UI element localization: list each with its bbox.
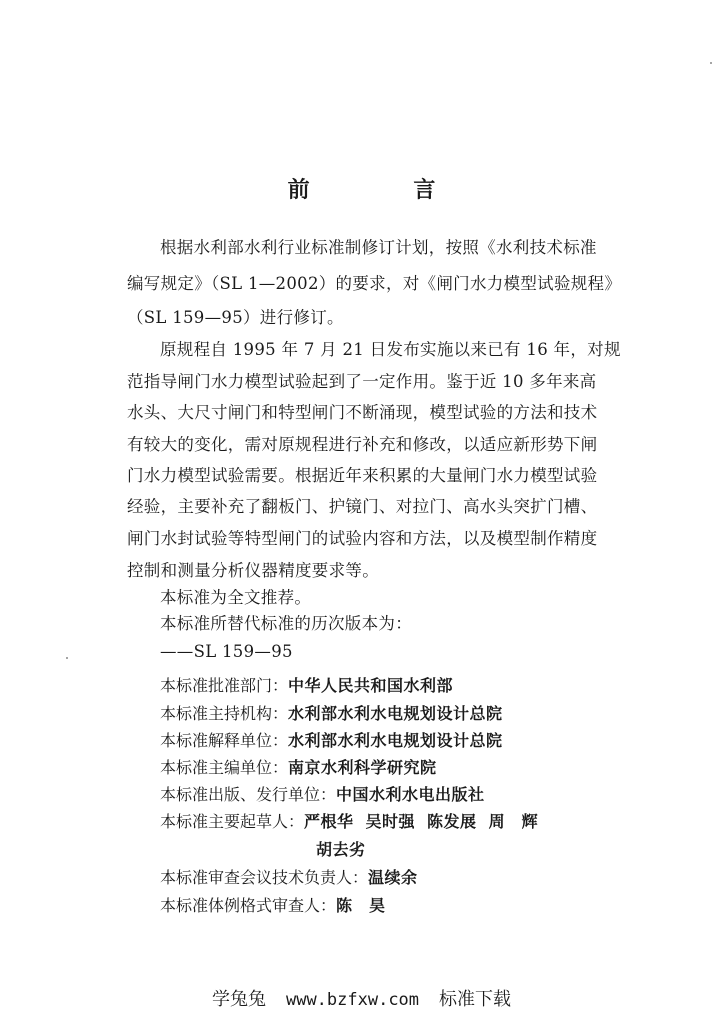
scan-speck (710, 62, 712, 64)
meta-drafters (160, 812, 538, 832)
meta-interpret-value: 水利部水利水电规划设计总院 (288, 731, 503, 750)
paragraph-2-line-3: 水头、大尺寸闸门和特型闸门不断涌现，模型试验的方法和技术 (127, 403, 598, 422)
drafter-name: 胡去劣 (316, 840, 366, 859)
paragraph-1-line-1: 根据水利部水利行业标准制修订计划，按照《水利技术标准 (160, 238, 597, 257)
footer-download-label: 标准下载 (439, 989, 512, 1010)
meta-publisher-value: 中国水利水电出版社 (336, 785, 485, 804)
paragraph-2-line-6: 经验，主要补充了翻板门、护镜门、对拉门、高水头突扩门槽、 (127, 497, 598, 516)
meta-interpret (160, 731, 503, 751)
drafter-name: 周 辉 (488, 812, 539, 831)
meta-approval-label: 本标准批准部门： (160, 676, 289, 695)
meta-host-label: 本标准主持机构： (160, 704, 289, 723)
recommendation-line: 本标准为全文推荐。 (160, 588, 312, 607)
footer-watermark (0, 985, 723, 1011)
drafter-name: 吴时强 (365, 812, 416, 831)
paragraph-1-line-2: 编写规定》（SL 1—2002）的要求，对《闸门水力模型试验规程》 (127, 274, 622, 293)
meta-publisher-label: 本标准出版、发行单位： (160, 785, 337, 804)
paragraph-2-line-2: 范指导闸门水力模型试验起到了一定作用。鉴于近 10 多年来高 (127, 372, 597, 391)
paragraph-2-line-4: 有较大的变化，需对原规程进行补充和修改，以适应新形势下闸 (127, 435, 598, 454)
meta-host (160, 704, 503, 724)
meta-drafters-continued (316, 840, 366, 860)
paragraph-2-line-8: 控制和测量分析仪器精度要求等。 (127, 561, 379, 580)
meta-format-reviewer-label: 本标准体例格式审查人： (160, 896, 337, 915)
paragraph-2-line-7: 闸门水封试验等特型闸门的试验内容和方法，以及模型制作精度 (127, 529, 598, 548)
meta-reviewer-value: 温续余 (368, 868, 418, 887)
meta-drafters-label: 本标准主要起草人： (160, 812, 305, 831)
meta-editor-value: 南京水利科学研究院 (288, 758, 437, 777)
meta-approval (160, 676, 453, 696)
meta-editor (160, 758, 437, 778)
history-line: 本标准所替代标准的历次版本为： (160, 614, 412, 633)
meta-approval-value: 中华人民共和国水利部 (288, 676, 454, 695)
drafter-name: 陈发展 (427, 812, 477, 831)
meta-interpret-label: 本标准解释单位： (160, 731, 289, 750)
meta-format-reviewer (160, 896, 386, 916)
footer-site-name: 学兔兔 (211, 989, 266, 1010)
meta-host-value: 水利部水利水电规划设计总院 (288, 704, 503, 723)
page-title: 前 言 (287, 178, 484, 203)
paragraph-1-line-3: （SL 159—95）进行修订。 (127, 308, 344, 327)
footer-url[interactable]: www.bzfxw.com (285, 990, 420, 1010)
paragraph-2-line-5: 门水力模型试验需要。根据近年来积累的大量闸门水力模型试验 (127, 466, 598, 485)
meta-editor-label: 本标准主编单位： (160, 758, 289, 777)
meta-publisher (160, 785, 485, 805)
meta-reviewer (160, 868, 418, 888)
meta-reviewer-label: 本标准审查会议技术负责人： (160, 868, 369, 887)
paragraph-2-line-1: 原规程自 1995 年 7 月 21 日发布实施以来已有 16 年，对规 (160, 340, 621, 359)
meta-format-reviewer-value: 陈 昊 (336, 896, 386, 915)
scan-speck (66, 657, 68, 659)
drafter-name: 严根华 (304, 812, 354, 831)
history-version: ——SL 159—95 (160, 642, 293, 661)
